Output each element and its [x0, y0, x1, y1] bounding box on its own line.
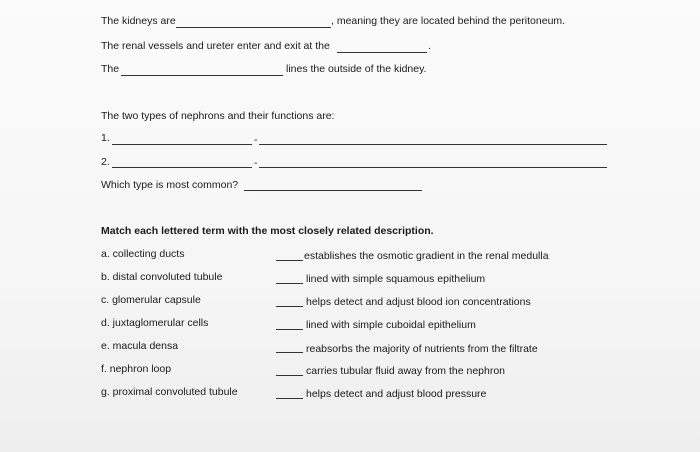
- nephron-item-2-number: 2.: [101, 156, 110, 168]
- nephron-1-dash: -: [254, 134, 258, 146]
- renal-blank[interactable]: [337, 52, 427, 53]
- nephron-2-function-blank[interactable]: [259, 167, 607, 168]
- nephron-2-type-blank[interactable]: [112, 167, 252, 168]
- kidneys-suffix: , meaning they are located behind the peritoneum.: [331, 15, 566, 27]
- match-blank-5[interactable]: [276, 352, 303, 353]
- description-1: establishes the osmotic gradient in the renal medulla: [304, 250, 549, 262]
- match-blank-3[interactable]: [276, 306, 303, 307]
- common-question: Which type is most common?: [101, 179, 239, 191]
- match-blank-1[interactable]: [276, 260, 303, 261]
- matching-instruction: Match each lettered term with the most closely related description.: [101, 225, 434, 237]
- outside-blank[interactable]: [121, 75, 283, 76]
- the-prefix: The: [101, 63, 120, 75]
- match-blank-6[interactable]: [276, 375, 303, 376]
- term-b: b. distal convoluted tubule: [101, 271, 223, 283]
- match-blank-2[interactable]: [276, 283, 303, 284]
- match-blank-4[interactable]: [276, 329, 303, 330]
- description-7: helps detect and adjust blood pressure: [306, 388, 487, 400]
- term-c: c. glomerular capsule: [101, 294, 201, 306]
- the-suffix: lines the outside of the kidney.: [286, 63, 427, 75]
- description-6: carries tubular fluid away from the nephron: [306, 365, 506, 377]
- description-4: lined with simple cuboidal epithelium: [306, 319, 476, 331]
- nephron-2-dash: -: [254, 157, 258, 169]
- renal-prefix: The renal vessels and ureter enter and exit at the: [101, 40, 330, 52]
- description-2: lined with simple squamous epithelium: [306, 273, 486, 285]
- match-blank-7[interactable]: [276, 398, 303, 399]
- renal-suffix: .: [428, 40, 431, 52]
- nephrons-intro: The two types of nephrons and their functions are:: [101, 110, 335, 122]
- term-f: f. nephron loop: [101, 363, 172, 375]
- kidneys-blank[interactable]: [176, 27, 331, 28]
- nephron-item-1-number: 1.: [101, 132, 110, 144]
- term-d: d. juxtaglomerular cells: [101, 317, 209, 329]
- term-g: g. proximal convoluted tubule: [101, 386, 238, 398]
- common-answer-blank[interactable]: [244, 190, 422, 191]
- term-e: e. macula densa: [101, 340, 179, 352]
- nephron-1-type-blank[interactable]: [112, 144, 252, 145]
- nephron-1-function-blank[interactable]: [259, 144, 607, 145]
- description-5: reabsorbs the majority of nutrients from the filtrate: [306, 343, 538, 355]
- kidneys-prefix: The kidneys are: [101, 15, 176, 27]
- description-3: helps detect and adjust blood ion concentrations: [306, 296, 531, 308]
- term-a: a. collecting ducts: [101, 248, 185, 260]
